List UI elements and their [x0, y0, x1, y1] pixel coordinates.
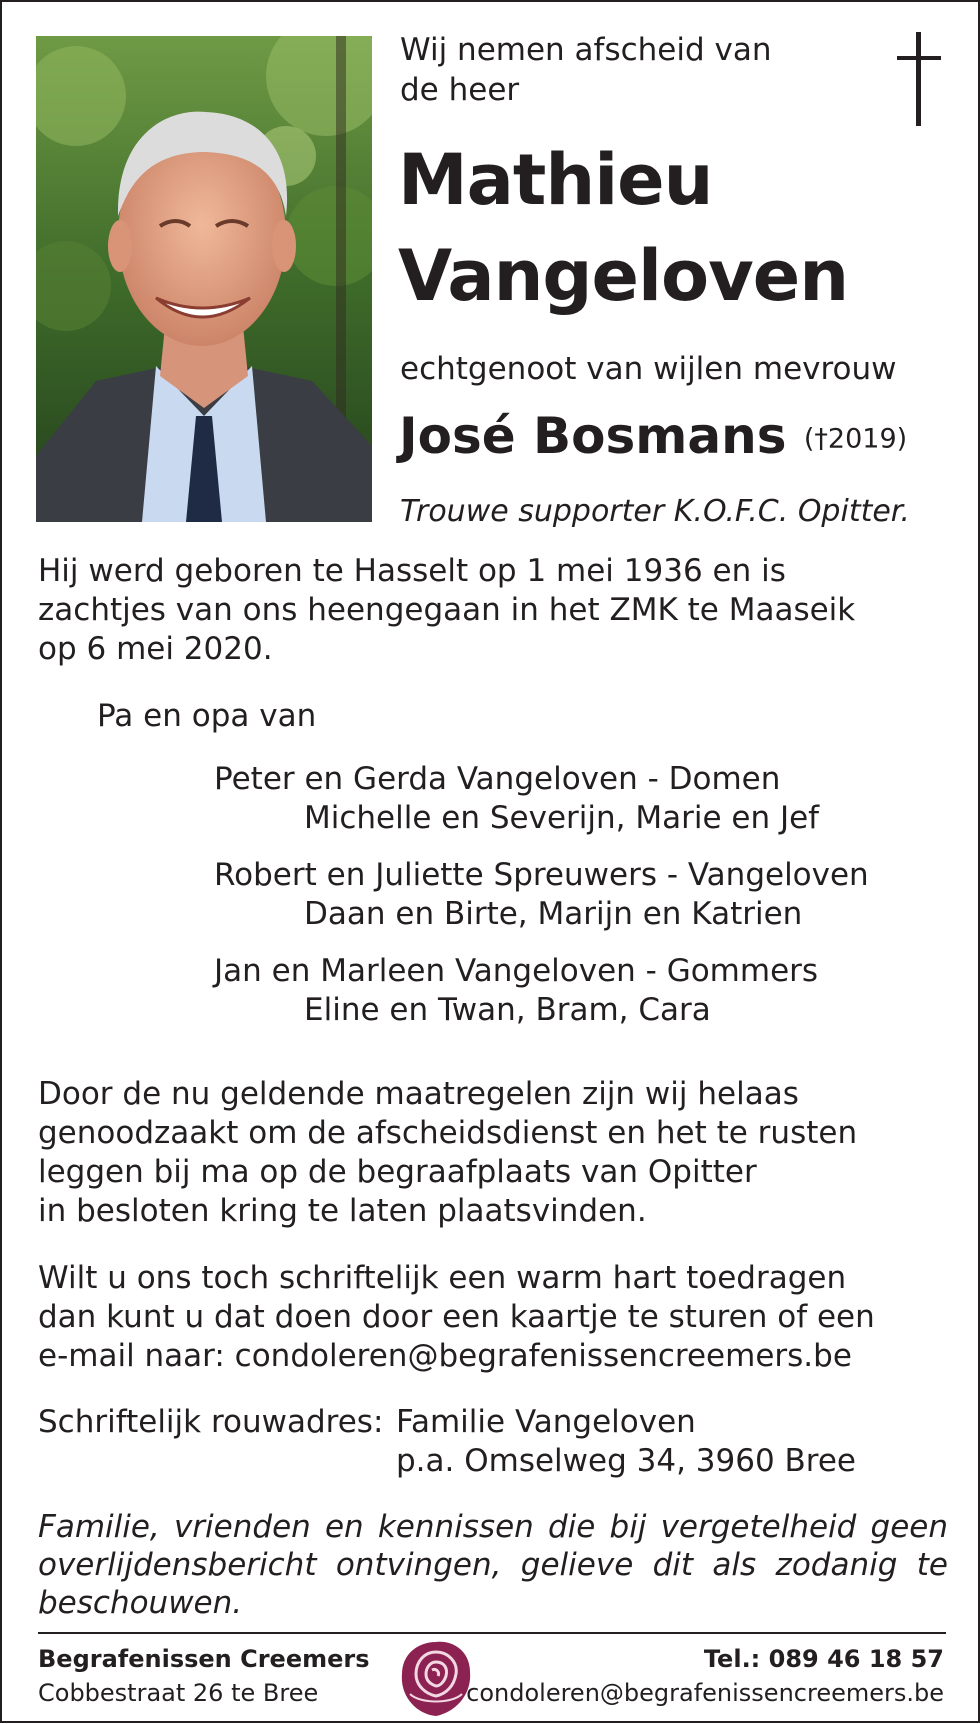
intro-line: Wij nemen afscheid van — [400, 32, 772, 68]
intro-text — [400, 30, 820, 110]
condolence-line: Wilt u ons toch schriftelijk een warm hart toedragen — [38, 1260, 847, 1296]
cross-icon — [895, 32, 943, 132]
family-children: Eline en Twan, Bram, Cara — [304, 992, 711, 1028]
address-line: p.a. Omselweg 34, 3960 Bree — [396, 1443, 857, 1479]
address-line: Familie Vangeloven — [396, 1404, 696, 1440]
first-name: Mathieu — [398, 139, 713, 221]
measures-line: leggen bij ma op de begraafplaats van Opitter — [38, 1154, 757, 1190]
family-parents: Jan en Marleen Vangeloven - Gommers — [214, 953, 819, 989]
family-group — [214, 952, 869, 1030]
family-group — [214, 760, 869, 838]
funeral-home-phone: Tel.: 089 46 18 57 — [703, 1645, 944, 1673]
funeral-home-street: Cobbestraat 26 te Bree — [38, 1679, 319, 1707]
measures-line: Door de nu geldende maatregelen zijn wij helaas — [38, 1076, 799, 1112]
deceased-name — [398, 132, 848, 324]
rose-logo-icon — [396, 1638, 476, 1720]
spouse-intro: echtgenoot van wijlen mevrouw — [400, 351, 897, 387]
funeral-home-email: condoleren@begrafenissencreemers.be — [466, 1679, 944, 1707]
address-label: Schriftelijk rouwadres: — [38, 1404, 384, 1440]
birth-line: op 6 mei 2020. — [38, 631, 273, 667]
last-name: Vangeloven — [398, 235, 849, 317]
condolence-line: dan kunt u dat doen door een kaartje te sturen of een — [38, 1299, 875, 1335]
notice-paragraph: Familie, vrienden en kennissen die bij vergetelheid geen overlijdensbericht ontvingen, gelieve dit als zodanig te beschouwen. — [38, 1509, 948, 1621]
funeral-home-name: Begrafenissen Creemers — [38, 1645, 370, 1673]
portrait-photo — [36, 36, 372, 522]
birth-line: zachtjes van ons heengegaan in het ZMK te Maaseik — [38, 592, 856, 628]
spouse-line — [399, 406, 907, 470]
spouse-date: (†2019) — [803, 423, 908, 455]
mourning-address — [396, 1403, 856, 1481]
measures-line: in besloten kring te laten plaatsvinden. — [38, 1193, 647, 1229]
intro-line: de heer — [400, 72, 520, 108]
birth-line: Hij werd geboren te Hasselt op 1 mei 1936 en is — [38, 553, 786, 589]
family-children: Michelle en Severijn, Marie en Jef — [304, 800, 820, 836]
spouse-name: José Bosmans — [399, 407, 787, 465]
family-group — [214, 856, 869, 934]
supporter-text: Trouwe supporter K.O.F.C. Opitter. — [400, 494, 910, 529]
family-intro: Pa en opa van — [97, 698, 317, 734]
family-parents: Peter en Gerda Vangeloven - Domen — [214, 761, 781, 797]
family-parents: Robert en Juliette Spreuwers - Vangeloven — [214, 857, 869, 893]
footer-divider — [38, 1632, 946, 1634]
birth-paragraph — [38, 552, 938, 669]
condolence-line: e-mail naar: condoleren@begrafenissencreemers.be — [38, 1338, 852, 1374]
family-children: Daan en Birte, Marijn en Katrien — [304, 896, 803, 932]
measures-line: genoodzaakt om de afscheidsdienst en het te rusten — [38, 1115, 858, 1151]
measures-paragraph — [38, 1075, 958, 1231]
family-list — [214, 760, 869, 1048]
condolence-paragraph — [38, 1259, 958, 1376]
